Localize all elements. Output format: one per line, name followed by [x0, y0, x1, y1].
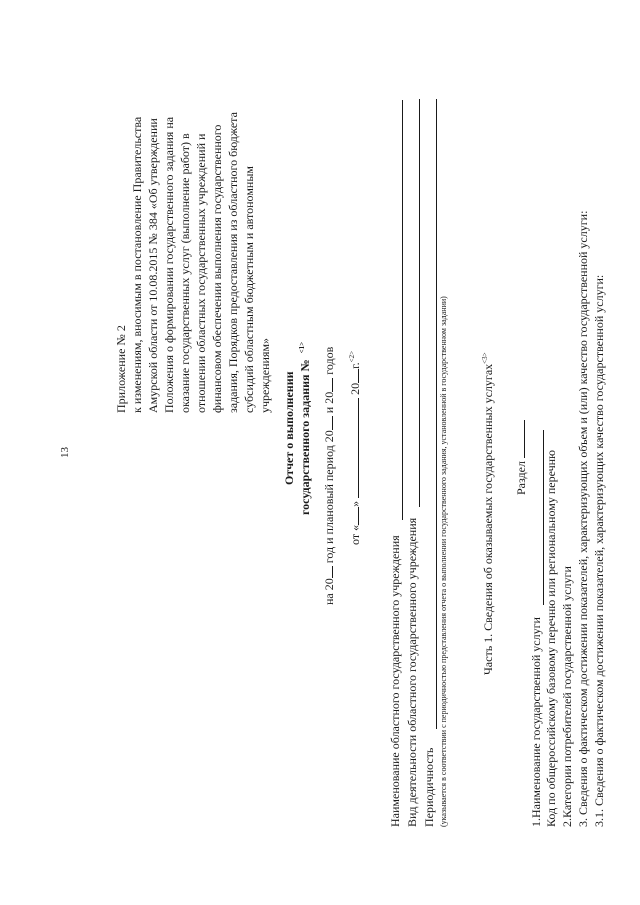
report-date-line: от «» 20г.$^{<2>}$ — [348, 350, 362, 545]
appendix-line: учреждениям» — [258, 337, 272, 413]
indicators-item: 3. Сведения о фактическом достижении показателей, характеризующих объем и (или) качество государственной услуги: — [576, 210, 590, 827]
appendix-line: субсидий областным бюджетным и автономным — [242, 166, 256, 413]
appendix-line: задания, Порядков предоставления из областного бюджета — [226, 112, 240, 413]
appendix-line: отношении областных государственных учреждений и — [194, 133, 208, 413]
appendix-line: Амурской области от 10.08.2015 № 384 «Об утверждении — [146, 118, 160, 413]
activity-type-underline — [419, 99, 420, 507]
periodicity-note: (указывается в соответствии с периодичностью представления отчета о выполнении государственного задания, установленной в государственном задании) — [439, 296, 448, 827]
periodicity-label: Периодичность — [422, 747, 436, 827]
periodicity-underline — [436, 99, 437, 729]
appendix-line: оказание государственных услуг (выполнение работ) в — [178, 133, 192, 413]
section-title: Раздел — [514, 420, 527, 495]
base-list-code-item: Код по общероссийскому базовому перечню или региональному перечню — [544, 449, 558, 827]
consumer-categories-item: 2.Категории потребителей государственной услуги — [560, 566, 574, 827]
reporting-period-line: на 20 год и плановый период 20 и 20 годов — [322, 346, 336, 605]
appendix-line: к изменениям, вносимым в постановление Правительства — [130, 116, 144, 413]
activity-type-label: Вид деятельности областного государственного учреждения — [405, 517, 419, 827]
appendix-line: финансовом обеспечении выполнения государственного — [210, 124, 224, 413]
appendix-title: Приложение № 2 — [114, 325, 128, 413]
report-title-line2: государственного задания № $^{<1>}$ — [298, 341, 312, 515]
quality-indicators-item: 3.1. Сведения о фактическом достижении показателей, характеризующих качество государственной услуги: — [592, 274, 606, 827]
institution-name-underline — [402, 100, 403, 520]
service-name-item: 1.Наименование государственной услуги — [529, 617, 543, 827]
page-number: 13 — [59, 447, 71, 458]
appendix-line: Положения о формировании государственного задания на — [162, 116, 176, 413]
report-title-line1: Отчет о выполнении — [282, 371, 296, 485]
part1-title: Часть 1. Сведения об оказываемых государственных услугах$^{<3>}$ — [481, 352, 495, 675]
institution-name-label: Наименование областного государственного учреждения — [388, 535, 402, 827]
